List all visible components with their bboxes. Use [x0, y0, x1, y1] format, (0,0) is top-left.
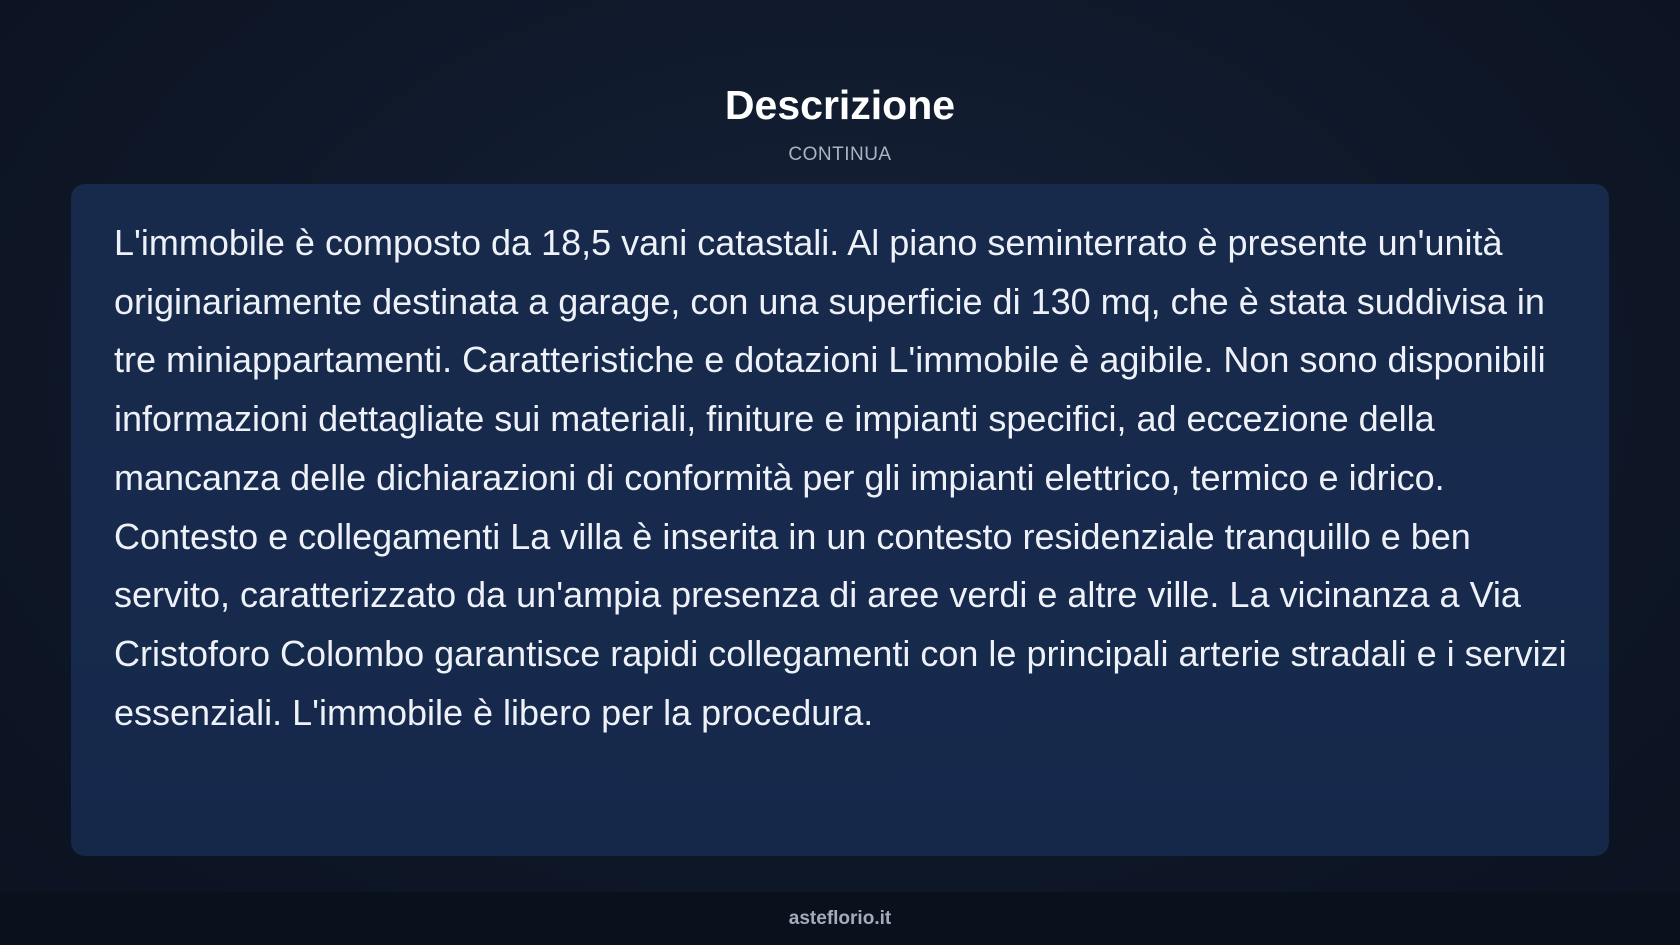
footer-site-name: asteflorio.it [788, 908, 892, 929]
footer-bar [0, 892, 1680, 945]
page-header [0, 80, 1680, 167]
description-text: L'immobile è composto da 18,5 vani catastali. Al piano seminterrato è presente un'unità originariamente destinata a garage, con una superficie di 130 mq, che è stata suddivisa in tre miniappartamenti. Caratteristiche e dotazioni L'immobile è agibile. Non sono disponibili informazioni dettagliate sui materiali, finiture e impianti specifici, ad eccezione della mancanza delle dichiarazioni di conformità per gli impianti elettrico, termico e idrico. Contesto e collegamenti La villa è inserita in un contesto residenziale tranquillo e ben servito, caratterizzato da un'ampia presenza di aree verdi e altre ville. La vicinanza a Via Cristoforo Colombo garantisce rapidi collegamenti con le principali arterie stradali e i servizi essenziali. L'immobile è libero per la procedura. [114, 222, 1567, 733]
page-title: Descrizione [724, 82, 956, 128]
description-card [71, 184, 1609, 856]
continue-label[interactable]: CONTINUA [788, 144, 892, 165]
